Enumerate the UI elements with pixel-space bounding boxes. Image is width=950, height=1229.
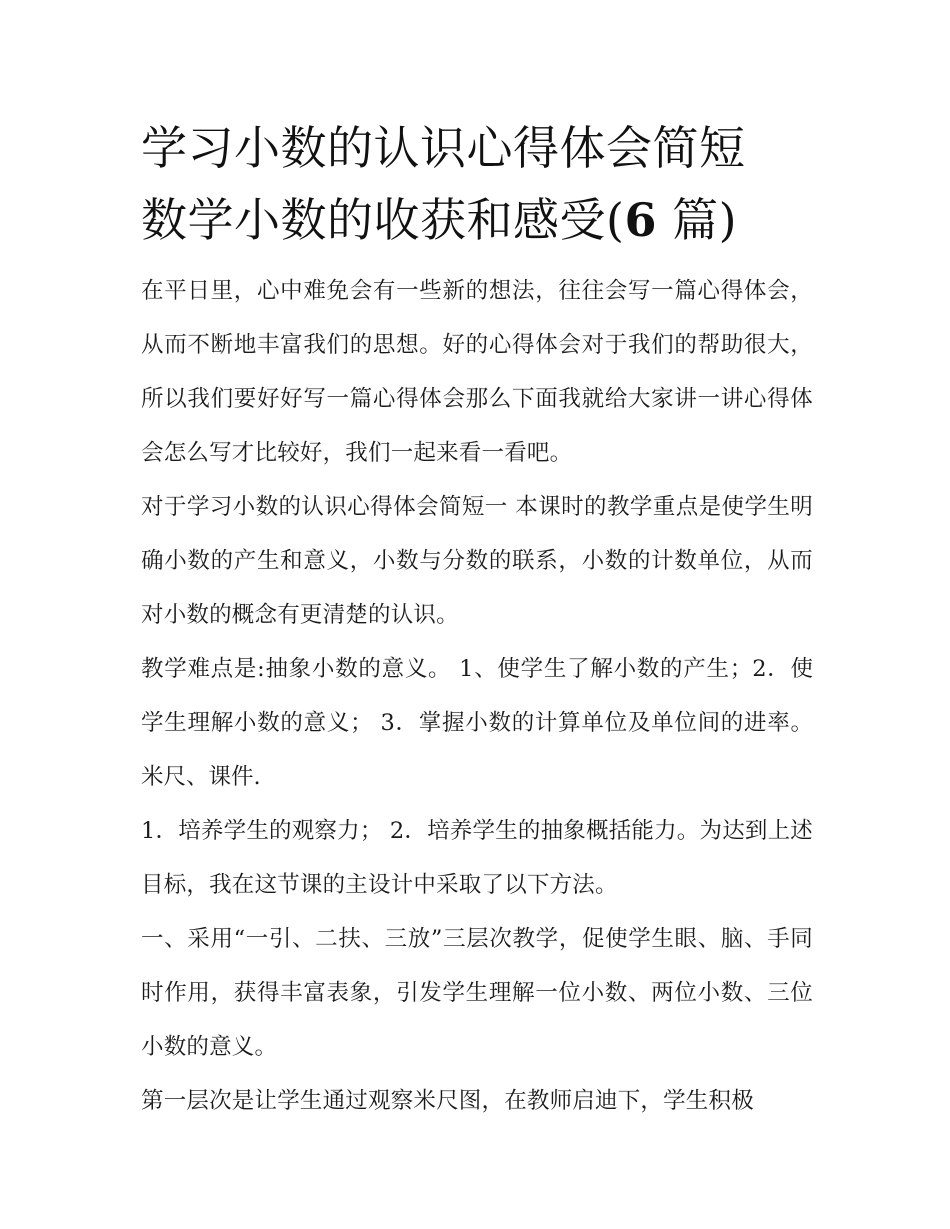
document-page	[141, 112, 813, 1128]
title-line-2-suffix: 篇)	[656, 193, 738, 247]
title-article-count: 6	[624, 193, 657, 247]
paragraph-goals: 1．培养学生的观察力； 2．培养学生的抽象概括能力。为达到上述目标，我在这节课的主设计中采取了以下方法。	[141, 818, 813, 898]
title-line-2-prefix: 数学小数的收获和感受(	[141, 193, 625, 247]
paragraph-intro: 在平日里，心中难免会有一些新的想法，往往会写一篇心得体会，从而不断地丰富我们的思想。好的心得体会对于我们的帮助很大，所以我们要好好写一篇心得体会那么下面我就给大家讲一讲心得体会怎么写才比较好，我们一起来看一看吧。	[141, 278, 813, 466]
title-line-1: 学习小数的认识心得体会简短	[141, 121, 746, 175]
document-title	[141, 112, 813, 256]
title-line-2	[141, 184, 813, 256]
paragraph-teaching-difficulty: 教学难点是:抽象小数的意义。 1、使学生了解小数的产生；2．使学生理解小数的意义； 3．掌握小数的计算单位及单位间的进率。 米尺、课件.	[141, 656, 813, 790]
document-body	[141, 264, 813, 1128]
paragraph-first-level: 第一层次是让学生通过观察米尺图，在教师启迪下，学生积极	[141, 1088, 754, 1114]
paragraph-teaching-focus: 对于学习小数的认识心得体会简短一 本课时的教学重点是使学生明确小数的产生和意义，小数与分数的联系，小数的计数单位，从而对小数的概念有更清楚的认识。	[141, 494, 813, 628]
paragraph-method-one: 一、采用“一引、二扶、三放”三层次教学，促使学生眼、脑、手同时作用，获得丰富表象，引发学生理解一位小数、两位小数、三位小数的意义。	[141, 926, 813, 1060]
